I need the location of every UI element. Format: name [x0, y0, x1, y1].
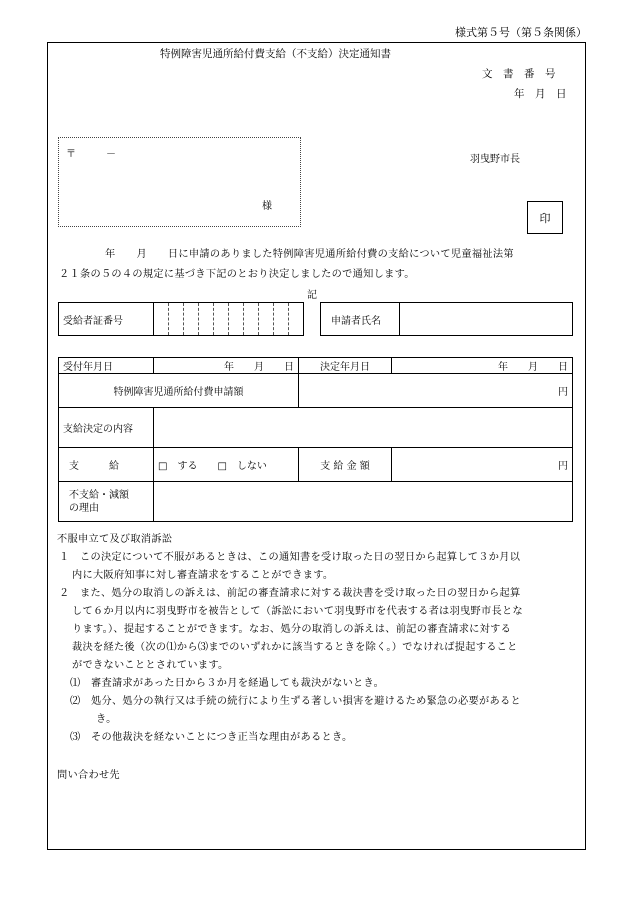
received-date-value: 年 月 日: [154, 358, 299, 374]
recipient-digit-cell: [244, 303, 259, 336]
postal-code-mark: 〒 －: [66, 149, 116, 160]
payment-amount-yen: 円: [392, 448, 573, 482]
rejection-reason-label: [59, 482, 154, 522]
appeal-sub3: ⑶ その他裁決を経ないことにつき正当な理由があるとき。: [70, 732, 353, 743]
ki-mark: 記: [307, 290, 317, 301]
payment-amount-label: 支 給 金 額: [299, 448, 392, 482]
table-gap: [304, 303, 321, 336]
recipient-digit-cell: [289, 303, 304, 336]
rejection-reason-label-line1: 不支給・減額: [69, 489, 129, 501]
appeal-sub2-line2: き。: [96, 714, 117, 725]
appeal-item2-line2: して６か月以内に羽曳野市を被告として（訴訟において羽曳野市を代表する者は羽曳野市長とな: [72, 606, 523, 617]
payment-label: 支 給: [59, 448, 154, 482]
recipient-table: [58, 302, 573, 336]
appeal-item2-line1: ２ また、処分の取消しの訴えは、前記の審査請求に対する裁決書を受け取った日の翌日から起算: [59, 588, 521, 599]
recipient-digit-cell: [274, 303, 289, 336]
intro-line-2: ２１条の５の４の規定に基づき下記のとおり決定しましたので通知します。: [59, 269, 415, 280]
issuer-name: 羽曳野市長: [470, 154, 520, 165]
decision-table: [58, 357, 573, 522]
seal-box: 印: [527, 201, 563, 234]
applicant-name-field: [400, 303, 573, 336]
received-date-label: 受付年月日: [59, 358, 154, 374]
issue-date-label: 年 月 日: [514, 88, 567, 100]
applicant-name-label: 申請者氏名: [321, 303, 400, 336]
intro-line-1: 年 月 日に申請のありました特例障害児通所給付費の支給について児童福祉法第: [105, 249, 514, 260]
appeal-item2-line3: ります。）、提起することができます。なお、処分の取消しの訴えは、前記の審査請求に対する: [72, 624, 512, 635]
appeal-item1-line1: １ この決定について不服があるときは、この通知書を受け取った日の翌日から起算して３か月以: [59, 552, 521, 563]
recipient-digit-cell: [169, 303, 184, 336]
rejection-reason-field: [154, 482, 573, 522]
appeal-item2-line4: 裁決を経た後（次の⑴から⑶までのいずれかに該当するときを除く。）でなければ提起すること: [72, 642, 518, 653]
recipient-digit-cell: [199, 303, 214, 336]
decision-content-label: 支給決定の内容: [59, 408, 154, 448]
appeal-sub2-line1: ⑵ 処分、処分の執行又は手続の続行により生ずる著しい損害を避けるため緊急の必要があると: [70, 696, 521, 707]
appeal-item1-line2: 内に大阪府知事に対し審査請求をすることができます。: [72, 570, 334, 581]
form-reference: 様式第５号（第５条関係）: [455, 26, 587, 39]
recipient-digit-cell: [154, 303, 169, 336]
contact-label: 問い合わせ先: [57, 770, 120, 781]
payment-options: □ する □ しない: [154, 448, 299, 482]
document-title: 特例障害児通所給付費支給（不支給）決定通知書: [160, 48, 391, 60]
amount-yen: 円: [299, 374, 573, 408]
decision-date-value: 年 月 日: [392, 358, 573, 374]
amount-label: 特例障害児通所給付費申請額: [59, 374, 299, 408]
appeal-sub1: ⑴ 審査請求があった日から３か月を経過しても裁決がないとき。: [70, 678, 385, 689]
rejection-reason-label-line2: の理由: [69, 502, 99, 514]
recipient-digit-cell: [184, 303, 199, 336]
recipient-number-label: 受給者証番号: [59, 303, 154, 336]
recipient-digit-cell: [229, 303, 244, 336]
document-number-label: 文 書 番 号: [482, 68, 556, 80]
decision-content-field: [154, 408, 573, 448]
recipient-digit-cell: [214, 303, 229, 336]
appeal-heading: 不服申立て及び取消訴訟: [57, 534, 173, 545]
decision-date-label: 決定年月日: [299, 358, 392, 374]
recipient-digit-cell: [259, 303, 274, 336]
appeal-item2-line5: ができないこととされています。: [72, 660, 229, 671]
addressee-suffix: 様: [262, 201, 272, 212]
